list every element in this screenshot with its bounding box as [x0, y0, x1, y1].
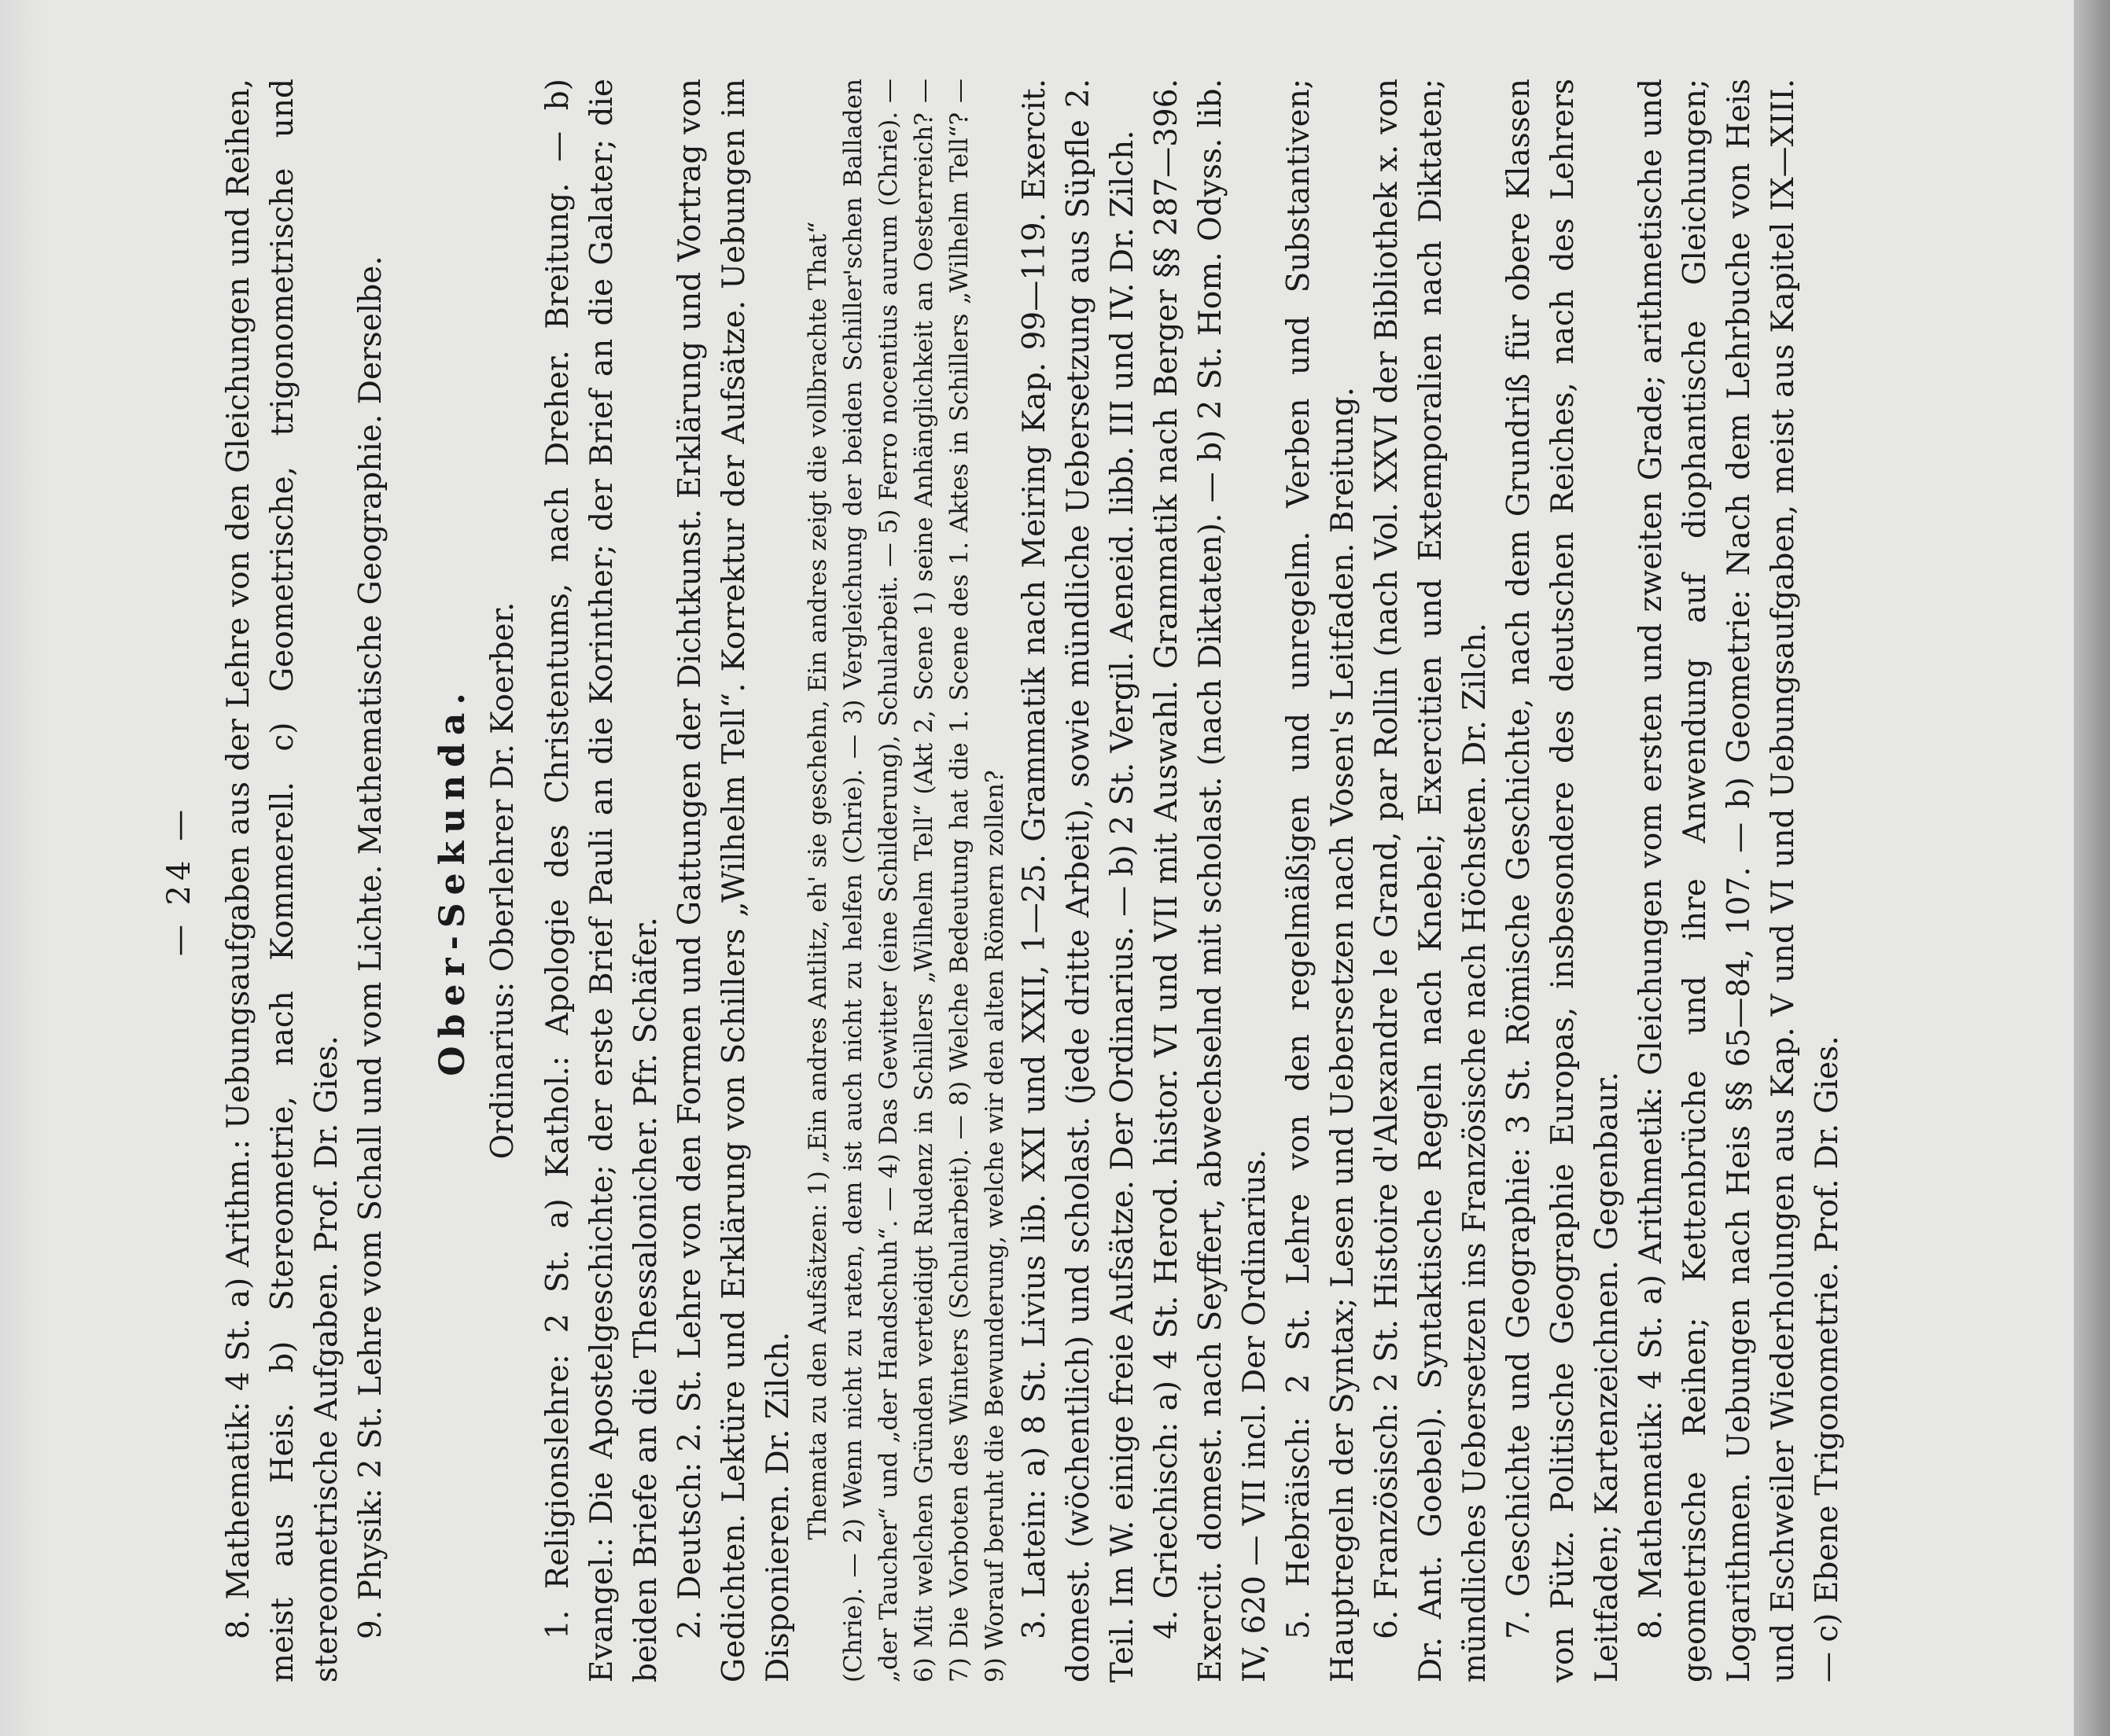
paragraph-religionslehre: 1. Religionslehre: 2 St. a) Kathol.: Apologie des Christentums, nach Dreher. Breitung. — b) Evangel.: Die Apostelgeschichte; der erste Brief Pauli an die Korinther; der Brief an die Galater; die beiden Briefe an die Thessalonicher. Pfr. Schäfer. — [540, 79, 664, 1683]
paragraph-deutsch: 2. Deutsch: 2. St. Lehre von den Formen und Gattungen der Dichtkunst. Erklärung und Vortrag von Gedichten. Lektüre und Erklärung von Schillers „Wilhelm Tell“. Korrektur der Aufsätze. Uebungen im Disponieren. Dr. Zilch. — [672, 79, 796, 1683]
ordinarius-line: Ordinarius: Oberlehrer Dr. Koerber. — [485, 601, 521, 1160]
paragraph-franzoesisch: 6. Französisch: 2 St. Histoire d'Alexandre le Grand, par Rollin (nach Vol. XXVI der Bibliothek x. von Dr. Ant. Goebel). Syntaktische Regeln nach Knebel; Exercitien und Extemporalien nach Diktaten; mündliches Uebersetzen ins Französische nach Höchsten. Dr. Zilch. — [1369, 79, 1493, 1683]
paragraph-physik-top: 9. Physik: 2 St. Lehre vom Schall und vom Lichte. Mathematische Geographie. Derselbe. — [353, 256, 388, 1639]
page-edge-left — [0, 0, 47, 1736]
paragraph-mathematik-top: 8. Mathematik: 4 St. a) Arithm.: Uebungsaufgaben aus der Lehre von den Gleichungen und Reihen, meist aus Heis. b) Stereometrie, nach Kommerell. c) Geometrische, trigonometrische und stereometrische Aufgaben. Prof. Dr. Gies. — [221, 79, 344, 1683]
themata-body: (Chrie). — 2) Wenn nicht zu raten, dem ist auch nicht zu helfen (Chrie). — 3) Vergleichung der beiden Schiller'schen Balladen „der Taucher“ und „der Handschuh“. — 4) Das Gewitter (eine Schilderung), Schularbeit. — 5) Ferro nocentius aurum (Chrie). — 6) Mit welchen Gründen verteidigt Rudenz in Schillers „Wilhelm Tell“ (Akt 2, Scene 1) seine Anhänglichkeit an Oesterreich? — 7) Die Vorboten des Winters (Schularbeit). — 8) Welche Bedeutung hat die 1. Scene des 1. Aktes in Schillers „Wilhelm Tell“? — 9) Worauf beruht die Bewunderung, welche wir den alten Römern zollen? — [839, 79, 1009, 1683]
section-heading: Ober-Sekunda. — [433, 685, 473, 1076]
page-edge-right — [2074, 0, 2110, 1736]
paragraph-latein: 3. Latein: a) 8 St. Livius lib. XXI und XXII, 1—25. Grammatik nach Meiring Kap. 99—119. Exercit. domest. (wöchentlich) und scholast. (jede dritte Arbeit), sowie mündliche Uebersetzung aus Süpfle 2. Teil. Im W. einige freie Aufsätze. Der Ordinarius. — b) 2 St. Vergil. Aeneid. libb. III und IV. Dr. Zilch. — [1017, 79, 1140, 1683]
paragraph-geschichte: 7. Geschichte und Geographie: 3 St. Römische Geschichte, nach dem Grundriß für obere Klassen von Pütz. Politische Geographie Europas, insbesondere des deutschen Reiches, nach des Lehrers Leitfaden; Kartenzeichnen. Gegenbaur. — [1501, 79, 1625, 1683]
page-number: — 24 — — [161, 804, 197, 957]
paragraph-hebraeisch: 5. Hebräisch: 2 St. Lehre von den regelmäßigen und unregelm. Verben und Substantiven; Hauptregeln der Syntax; Lesen und Uebersetzen nach Vosen's Leitfaden. Breitung. — [1281, 79, 1361, 1683]
paragraph-mathematik: 8. Mathematik: 4 St. a) Arithmetik: Gleichungen vom ersten und zweiten Grade; arithmetische und geometrische Reihen; Kettenbrüche und ihre Anwendung auf diophantische Gleichungen; Logarithmen. Uebungen nach Heis §§ 65—84, 107. — b) Geometrie: Nach dem Lehrbuche von Heis und Eschweiler Wiederholungen aus Kap. V und VI und Uebungsaufgaben, meist aus Kapitel IX—XIII. — c) Ebene Trigonometrie. Prof. Dr. Gies. — [1633, 79, 1845, 1683]
rotated-document-page — [63, 79, 2045, 1683]
paragraph-griechisch: 4. Griechisch: a) 4 St. Herod. histor. VI und VII mit Auswahl. Grammatik nach Berger §§ 287—396. Exercit. domest. nach Seyffert, abwechselnd mit scholast. (nach Diktaten). — b) 2 St. Hom. Odyss. lib. IV, 620 — VII incl. Der Ordinarius. — [1149, 79, 1272, 1683]
themata-heading: Themata zu den Aufsätzen: 1) „Ein andres Antlitz, eh' sie geschehn, Ein andres zeigt die vollbrachte That“ — [804, 221, 832, 1540]
